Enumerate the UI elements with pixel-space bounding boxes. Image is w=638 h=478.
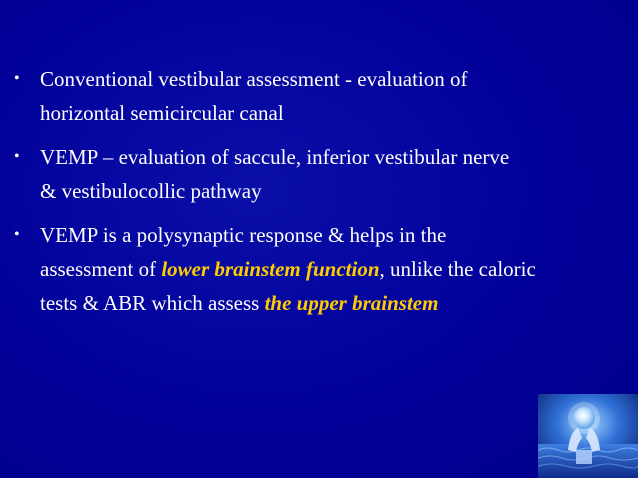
bullet-3-line-3: [40, 286, 634, 320]
bullet-list: [14, 62, 634, 330]
bullet-3-line-2-text-before: assessment of: [40, 257, 162, 281]
bullet-3-line-2: [40, 252, 634, 286]
bullet-1-line-1: Conventional vestibular assessment - evaluation of: [40, 67, 468, 91]
bullet-2-line-2: & vestibulocollic pathway: [40, 179, 262, 203]
bullet-item-conventional-assessment: [14, 62, 634, 130]
bullet-item-vemp-evaluation: [14, 140, 634, 208]
bullet-2-line-1: VEMP – evaluation of saccule, inferior vestibular nerve: [40, 145, 510, 169]
logo: [538, 394, 638, 478]
bullet-item-vemp-polysynaptic: [14, 218, 634, 320]
highlight-upper-brainstem: the upper brainstem: [264, 291, 439, 315]
highlight-lower-brainstem: lower brainstem function: [161, 257, 380, 281]
crystal-ball-hands-icon: [538, 394, 638, 478]
bullet-3-line-2-text-after: , unlike the caloric: [379, 257, 536, 281]
bullet-icon: •: [14, 148, 20, 165]
bullet-icon: •: [14, 70, 20, 87]
bullet-3-line-3-text-before: tests & ABR which assess: [40, 291, 265, 315]
bullet-1-line-2: horizontal semicircular canal: [40, 101, 284, 125]
bullet-3-line-1: VEMP is a polysynaptic response & helps in the: [40, 223, 447, 247]
bullet-icon: •: [14, 226, 20, 243]
